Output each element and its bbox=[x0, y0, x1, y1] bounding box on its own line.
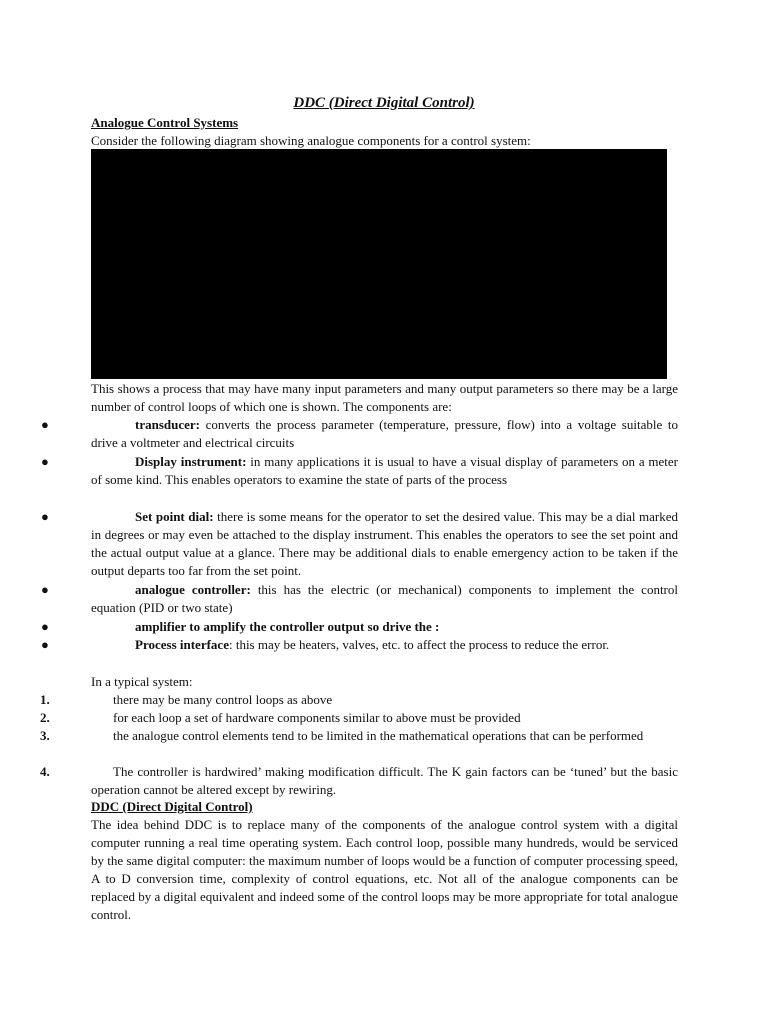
ddc-paragraph: The idea behind DDC is to replace many of the components of the analogue control system with a digital computer running a real time operating system. Each control loop, possible many hundreds, would be serviced by the same digital computer: the maximum number of loops would be a function of computer processing speed, A to D conversion time, complexity of control equations, etc. Not all of the analogue components can be replaced by a digital equivalent and indeed some of the control loops may be more appropriate for total analogue control. bbox=[91, 817, 678, 922]
item-number: 1. bbox=[40, 692, 50, 707]
bullet-item bbox=[41, 581, 678, 617]
item-number: 3. bbox=[40, 728, 50, 743]
bullet-marker: ● bbox=[41, 582, 49, 597]
item-text: the analogue control elements tend to be limited in the mathematical operations that can be performed bbox=[113, 728, 644, 743]
control-system-diagram bbox=[91, 149, 667, 379]
bullet-item bbox=[41, 453, 679, 489]
section-heading-analogue: Analogue Control Systems bbox=[91, 115, 239, 130]
numbered-item bbox=[40, 691, 678, 709]
bullet-label: Process interface bbox=[135, 637, 229, 652]
intro-paragraph: Consider the following diagram showing analogue components for a control system: bbox=[91, 133, 531, 148]
bullet-item bbox=[41, 416, 678, 452]
bullet-marker: ● bbox=[41, 454, 49, 469]
bullet-item bbox=[41, 636, 678, 654]
section-heading-ddc: DDC (Direct Digital Control) bbox=[91, 799, 253, 814]
item-number: 2. bbox=[40, 710, 50, 725]
bullet-text: this has the electric (or mechanical) components to implement the control equation (PID or two state) bbox=[91, 582, 678, 615]
bullet-item bbox=[41, 508, 679, 580]
bullet-marker: ● bbox=[41, 509, 49, 524]
item-text: for each loop a set of hardware components similar to above must be provided bbox=[113, 710, 521, 725]
typical-system-intro: In a typical system: bbox=[91, 674, 193, 689]
bullet-text: in many applications it is usual to have a visual display of parameters on a meter of some kind. This enables operators to examine the state of parts of the process bbox=[91, 454, 679, 487]
bullet-text: : this may be heaters, valves, etc. to affect the process to reduce the error. bbox=[228, 637, 610, 652]
bullet-text: converts the process parameter (temperature, pressure, flow) into a voltage suitable to drive a voltmeter and electrical circuits bbox=[91, 417, 678, 450]
bullet-marker: ● bbox=[41, 619, 49, 634]
bullet-text: there is some means for the operator to set the desired value. This may be a dial marked in degrees or may even be attached to the display instrument. This enables the operators to see the set point and the actual output value at a glance. There may be additional dials to enable emergency action to be taken if the output departs too far from the set point. bbox=[91, 509, 679, 578]
page-title: DDC (Direct Digital Control) bbox=[293, 95, 475, 111]
bullet-label: Display instrument: bbox=[135, 454, 247, 469]
numbered-item bbox=[40, 763, 678, 799]
bullet-label: Set point dial: bbox=[135, 509, 214, 524]
bullet-label: amplifier to amplify the controller output so drive the : bbox=[135, 619, 440, 634]
bullet-label: transducer: bbox=[135, 417, 200, 432]
bullet-label: analogue controller: bbox=[135, 582, 251, 597]
description-paragraph: This shows a process that may have many input parameters and many output parameters so there may be a large number of control loops of which one is shown. The components are: bbox=[91, 381, 678, 414]
bullet-marker: ● bbox=[41, 637, 49, 652]
item-number: 4. bbox=[40, 764, 50, 779]
item-text: The controller is hardwired’ making modification difficult. The K gain factors can be ‘tuned’ but the basic operation cannot be altered except by rewiring. bbox=[91, 764, 678, 797]
numbered-item bbox=[40, 727, 678, 745]
numbered-item bbox=[40, 709, 678, 727]
bullet-marker: ● bbox=[41, 417, 49, 432]
bullet-item bbox=[41, 618, 678, 636]
item-text: there may be many control loops as above bbox=[113, 692, 333, 707]
